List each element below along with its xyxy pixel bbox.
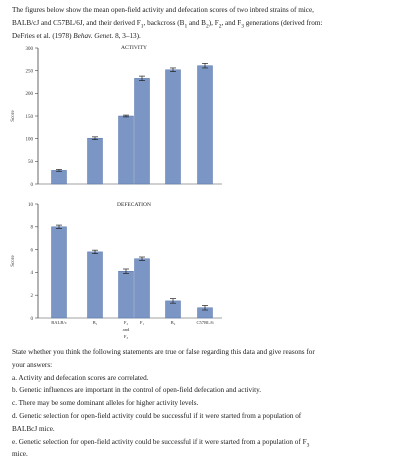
- x-axis-labels: [51, 320, 214, 339]
- x-tick-label: C57BL/6: [196, 320, 214, 325]
- question-prompt-2: your answers:: [12, 360, 53, 369]
- bar: [135, 78, 150, 184]
- x-tick-label: B₁: [92, 320, 98, 325]
- bar: [88, 252, 103, 318]
- x-tick-label-f3: F₃: [123, 334, 129, 339]
- activity-chart: [11, 45, 222, 188]
- statement-b: b. Genetic influences are important in the control of open-field defecation and activity.: [12, 386, 262, 395]
- statement-d-cont: BALBcJ mice.: [12, 424, 55, 433]
- bar: [166, 70, 181, 184]
- x-tick-label: BALB/c: [51, 320, 67, 325]
- statement-d: d. Genetic selection for open-field activity could be successful if it were started from a population of: [12, 411, 302, 420]
- defecation-chart: [11, 202, 222, 322]
- y-tick-label: 10: [28, 202, 33, 208]
- statement-e: e. Genetic selection for open-field activity could be successful if it were started from a population of $F_3$: [12, 437, 310, 449]
- bar: [135, 259, 150, 318]
- bar: [119, 116, 134, 184]
- y-tick-label: 300: [25, 46, 33, 52]
- questions: [12, 346, 404, 461]
- statement-c: c. There may be some dominant alleles for higher activity levels.: [12, 399, 199, 408]
- bar: [198, 66, 213, 184]
- y-tick-label: 0: [30, 316, 33, 322]
- x-tick-label-and: and: [122, 327, 130, 332]
- bar: [119, 271, 134, 318]
- statement-a: a. Activity and defecation scores are correlated.: [12, 373, 149, 382]
- intro-line-2: BALB/cJ and C57BL/6J, and their derived $F_1$, backcross ($B_1$ and $B_2$), $F_2$, and $F_3$ generations (derived from:: [12, 19, 323, 30]
- y-tick-label: 200: [25, 92, 33, 98]
- statement-e-cont: mice.: [12, 450, 28, 459]
- bar: [88, 138, 103, 184]
- y-tick-label: 100: [25, 137, 33, 143]
- y-tick-label: 8: [30, 225, 33, 231]
- y-tick-label: 0: [30, 182, 33, 188]
- chart-title: ACTIVITY: [121, 45, 147, 51]
- bar: [52, 227, 67, 318]
- intro-line-1: The figures below show the mean open-field activity and defecation scores of two inbred strains of mice,: [12, 6, 314, 14]
- x-tick-label: F₁: [139, 320, 145, 325]
- y-axis-label: Score: [11, 110, 16, 122]
- x-tick-label: F₂: [123, 320, 129, 325]
- x-tick-label: B₂: [170, 320, 176, 325]
- chart-title: DEFECATION: [117, 202, 151, 208]
- question-prompt: State whether you think the following statements are true or false regarding this data and give reasons for: [12, 348, 315, 356]
- y-tick-label: 4: [30, 271, 33, 277]
- y-axis-label: Score: [11, 255, 16, 267]
- y-tick-label: 50: [28, 160, 33, 166]
- y-tick-label: 2: [30, 294, 33, 299]
- y-tick-label: 150: [25, 114, 33, 120]
- bar: [52, 170, 67, 184]
- y-tick-label: 250: [25, 69, 33, 75]
- y-tick-label: 6: [30, 248, 33, 254]
- intro-line-3: DeFries et al. (1978) Behav. Genet. 8, 3–13).: [12, 32, 141, 40]
